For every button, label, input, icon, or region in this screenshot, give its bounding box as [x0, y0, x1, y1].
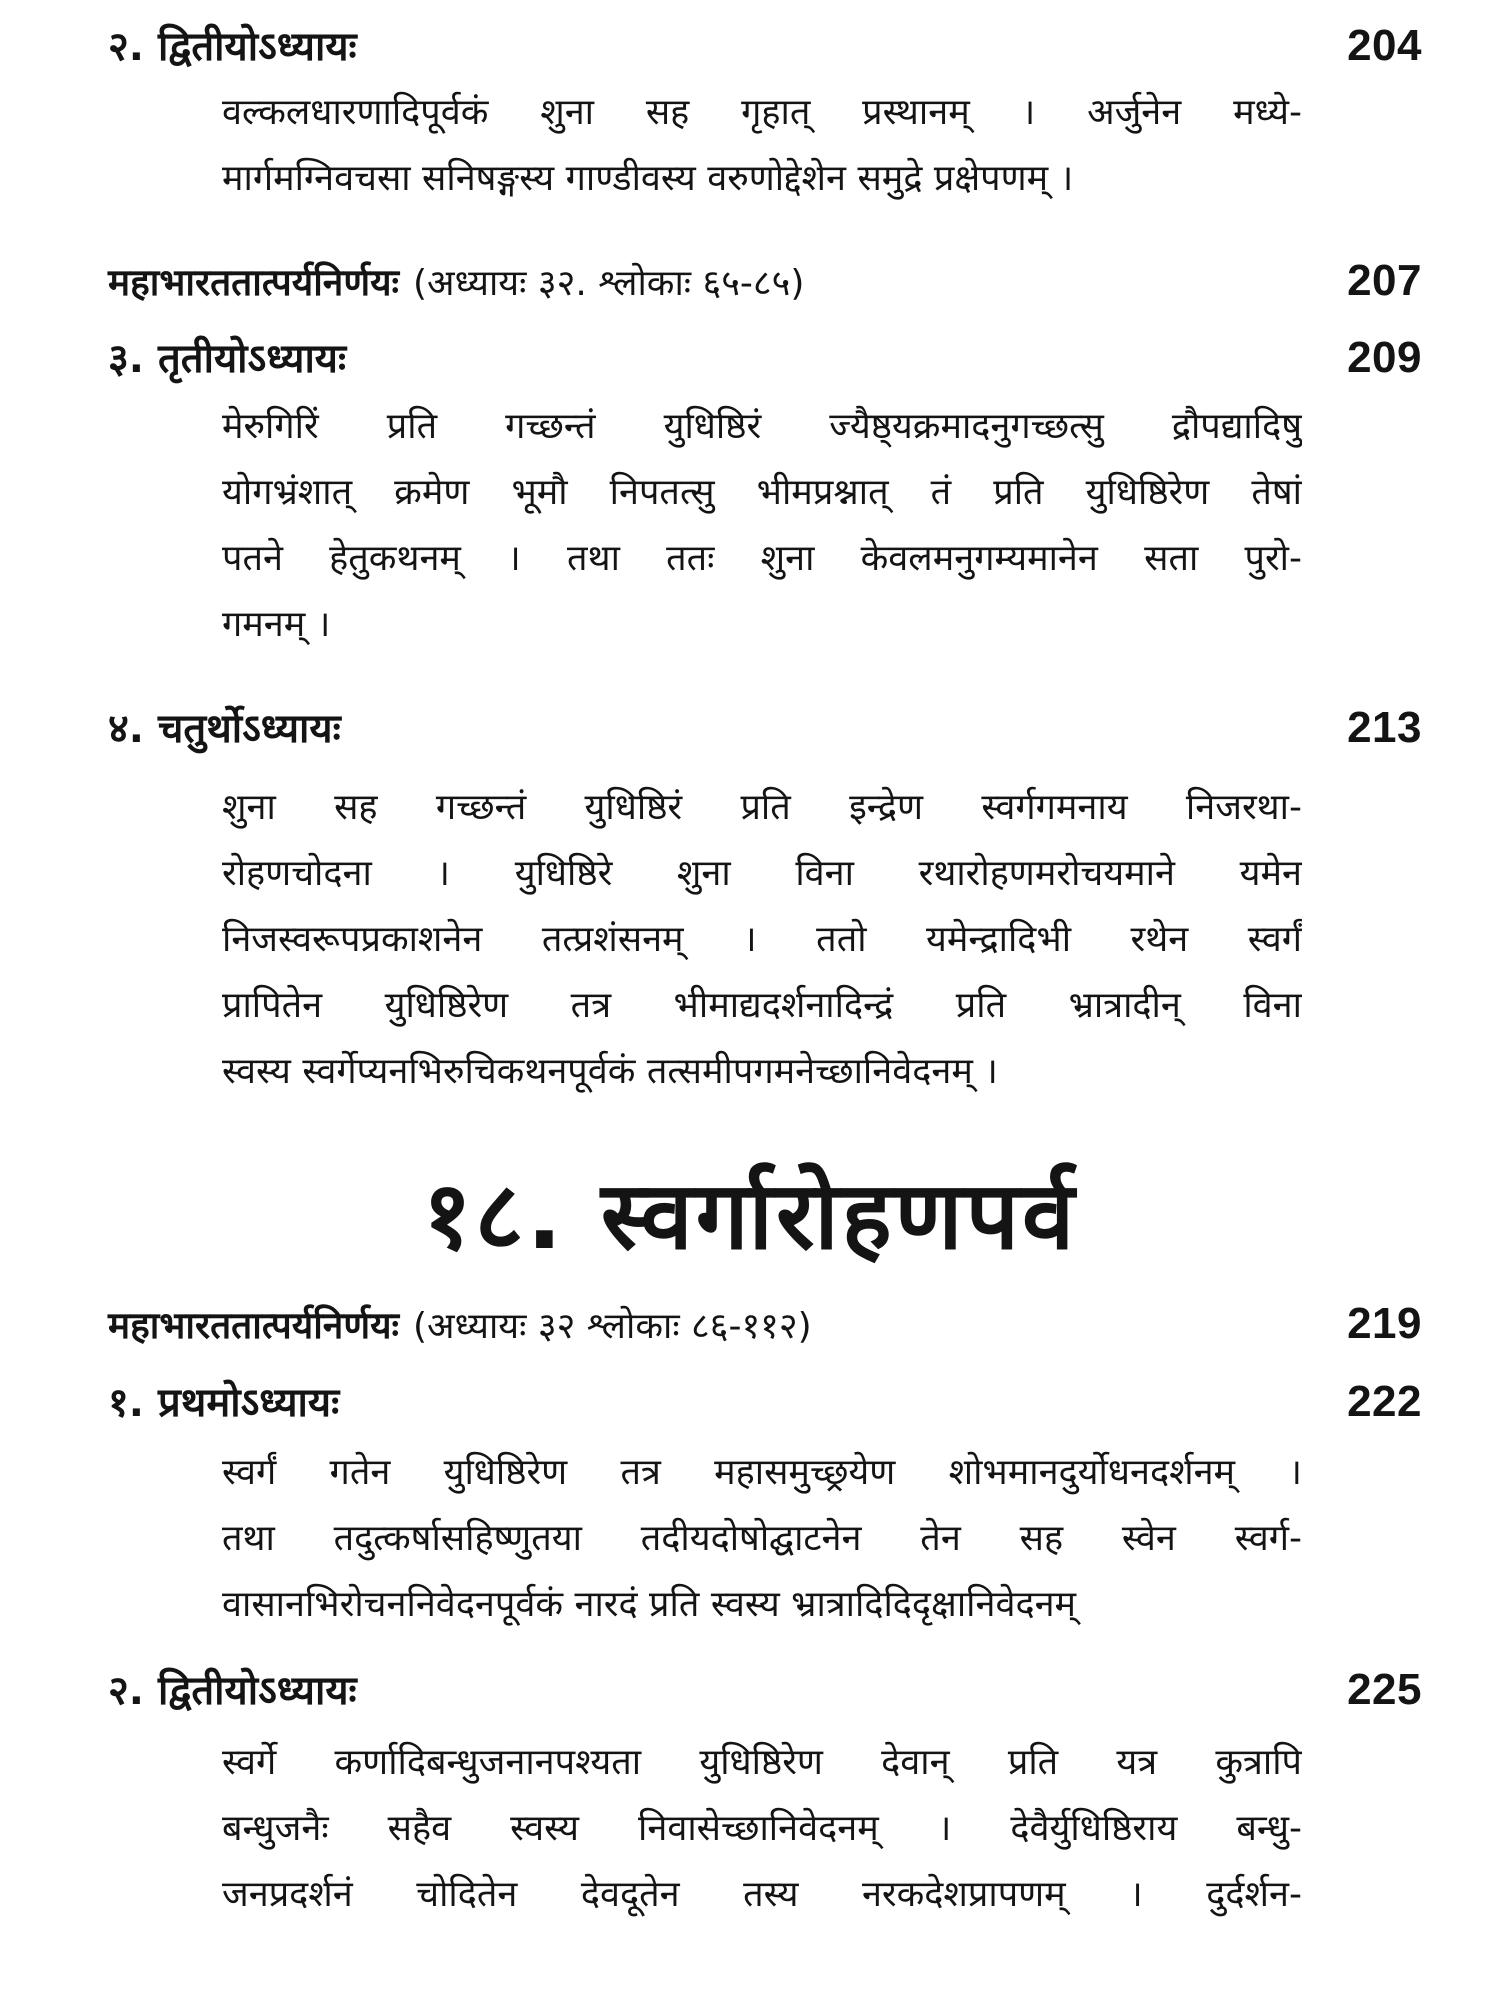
toc-heading-tatparya [108, 253, 1422, 312]
chapter-heading-text: महाभारततात्पर्यनिर्णयः (अध्यायः ३२. श्लोकाः ६५-८५) [108, 261, 805, 304]
chapter-heading-text: ४. चतुर्थोऽध्यायः [108, 706, 341, 752]
toc-heading-chapter-2 [108, 1662, 1422, 1719]
verse-range: (अध्यायः ३२. श्लोकाः ६५-८५) [413, 263, 805, 304]
chapter-heading-text: १. प्रथमोऽध्यायः [108, 1380, 340, 1426]
summary-line: मेरुगिरिं प्रति गच्छन्तं युधिष्ठिरं ज्यैष्ठ्यक्रमादनुगच्छत्सु द्रौपद्यादिषु [222, 406, 1302, 447]
summary-line: वल्कलधारणादिपूर्वकं शुना सह गृहात् प्रस्थानम् । अर्जुनेन मध्ये- [222, 92, 1302, 133]
chapter-heading-text: महाभारततात्पर्यनिर्णयः (अध्यायः ३२ श्लोकाः ८६-११२) [108, 1304, 812, 1347]
summary-line: रोहणचोदना । युधिष्ठिरे शुना विना रथारोहणमरोचयमाने यमेन [222, 853, 1302, 894]
summary-line: वासानभिरोचननिवेदनपूर्वकं नारदं प्रति स्वस्य भ्रात्रादिदिदृक्षानिवेदनम् [222, 1584, 1077, 1625]
chapter-summary [222, 1440, 1302, 1638]
verse-range: (अध्यायः ३२ श्लोकाः ८६-११२) [413, 1306, 812, 1347]
chapter-heading-text: ३. तृतीयोऽध्यायः [108, 336, 347, 382]
summary-line: योगभ्रंशात् क्रमेण भूमौ निपतत्सु भीमप्रश्नात् तं प्रति युधिष्ठिरेण तेषां [222, 472, 1302, 513]
summary-line: निजस्वरूपप्रकाशनेन तत्प्रशंसनम् । ततो यमेन्द्रादिभी रथेन स्वर्गं [222, 919, 1302, 960]
section-title: १८. स्वर्गारोहणपर्व [422, 1162, 1078, 1271]
page-number: 219 [1347, 1299, 1422, 1348]
toc-heading-tatparya [108, 1296, 1422, 1355]
summary-line: शुना सह गच्छन्तं युधिष्ठिरं प्रति इन्द्रेण स्वर्गगमनाय निजरथा- [222, 787, 1302, 828]
page-number: 222 [1347, 1377, 1422, 1426]
page-number: 204 [1347, 21, 1422, 70]
summary-line: स्वर्गे कर्णादिबन्धुजनानपश्यता युधिष्ठिरेण देवान् प्रति यत्र कुत्रापि [222, 1742, 1302, 1783]
chapter-summary [222, 80, 1302, 212]
page-number: 213 [1347, 703, 1422, 752]
summary-line: पतने हेतुकथनम् । तथा ततः शुना केवलमनुगम्यमानेन सता पुरो- [222, 538, 1302, 579]
summary-line: प्रापितेन युधिष्ठिरेण तत्र भीमाद्यदर्शनादिन्द्रं प्रति भ्रात्रादीन् विना [222, 985, 1302, 1026]
page-number: 225 [1347, 1665, 1422, 1714]
toc-heading-chapter-2 [108, 18, 1422, 75]
summary-line: जनप्रदर्शनं चोदितेन देवदूतेन तस्य नरकदेशप्रापणम् । दुर्दर्शन- [222, 1874, 1302, 1915]
toc-heading-chapter-4 [108, 700, 1422, 757]
page-number: 209 [1347, 333, 1422, 382]
chapter-heading-text: २. द्वितीयोऽध्यायः [108, 1668, 357, 1714]
chapter-heading-text: २. द्वितीयोऽध्यायः [108, 24, 357, 70]
page-number: 207 [1347, 256, 1422, 305]
chapter-summary [222, 394, 1302, 658]
summary-line: तथा तदुत्कर्षासहिष्णुतया तदीयदोषोद्घाटनेन तेन सह स्वेन स्वर्ग- [222, 1518, 1302, 1559]
toc-heading-chapter-3 [108, 330, 1422, 387]
summary-line: गमनम् । [222, 604, 331, 645]
summary-line: स्वस्य स्वर्गेप्यनभिरुचिकथनपूर्वकं तत्समीपगमनेच्छानिवेदनम् । [222, 1051, 998, 1092]
summary-line: बन्धुजनैः सहैव स्वस्य निवासेच्छानिवेदनम् । देवैर्युधिष्ठिराय बन्धु- [222, 1808, 1302, 1849]
summary-line: स्वर्गं गतेन युधिष्ठिरेण तत्र महासमुच्छ्रयेण शोभमानदुर्योधनदर्शनम् । [222, 1452, 1302, 1493]
summary-line: मार्गमग्निवचसा सनिषङ्गस्य गाण्डीवस्य वरुणोद्देशेन समुद्रे प्रक्षेपणम् । [222, 158, 1074, 199]
toc-heading-chapter-1 [108, 1374, 1422, 1431]
chapter-summary [222, 1730, 1302, 1928]
chapter-summary [222, 775, 1302, 1105]
